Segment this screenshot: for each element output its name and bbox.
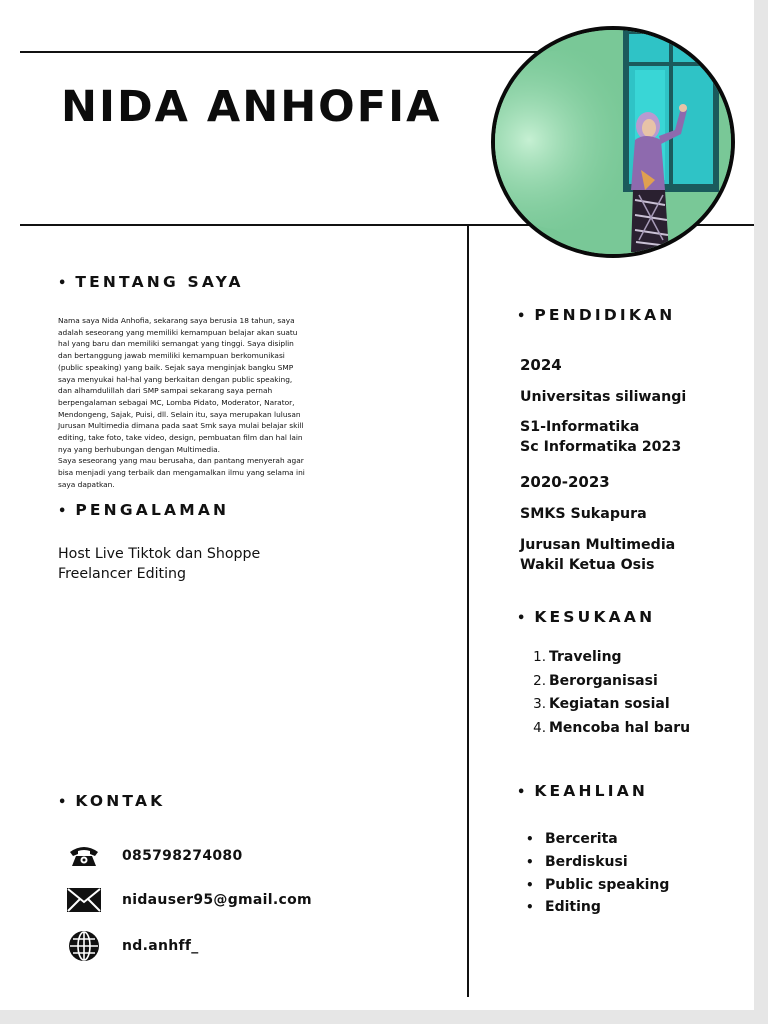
experience-heading-text: PENGALAMAN: [75, 501, 230, 519]
list-number: 1.: [533, 649, 546, 665]
skills-heading: [517, 782, 648, 800]
list-item: [526, 693, 690, 717]
education-school: Universitas siliwangi: [520, 389, 687, 405]
bullet-icon: •: [58, 795, 67, 810]
education-detail: Wakil Ketua Osis: [520, 557, 655, 573]
hobby-label: Kegiatan sosial: [549, 696, 670, 712]
education-detail: Sc Informatika 2023: [520, 439, 682, 455]
skills-list: [526, 828, 669, 919]
list-item: [526, 874, 669, 897]
list-item: [526, 828, 669, 851]
experience-item: Host Live Tiktok dan Shoppe: [58, 546, 261, 562]
about-paragraph: Nama saya Nida Anhofia, sekarang saya berusia 18 tahun, saya adalah seseorang yang memiliki kemampuan belajar akan suatu hal yang baru dan memiliki semangat yang tinggi. Saya disiplin dan bertanggung jawab memiliki kemampuan berkomunikasi (public speaking) yang baik. Sejak saya menginjak bangku SMP saya menyukai hal-hal yang berkaitan dengan public speaking, dan alhamdulillah dari SMP sampai sekarang saya pernah berpengalaman sebagai MC, Lomba Pidato, Moderator, Narator, Mendongeng, Sajak, Puisi, dll. Selain itu, saya merupakan lulusan Jurusan Multimedia dimana pada saat Smk saya mulai belajar skill editing, take foto, take video, design, pembuatan film dan hal lain nya yang berhubungan dengan Multimedia.: [58, 316, 304, 454]
list-number: 2.: [533, 672, 546, 689]
mail-icon: [66, 884, 102, 916]
bullet-icon: •: [526, 854, 534, 869]
skill-label: Public speaking: [545, 876, 670, 893]
bullet-icon: •: [517, 611, 526, 626]
education-school: SMKS Sukapura: [520, 506, 647, 522]
education-year: 2020-2023: [520, 473, 610, 491]
bullet-icon: •: [58, 504, 67, 519]
education-heading: [517, 306, 675, 324]
bullet-icon: •: [526, 900, 534, 915]
education-detail: Jurusan Multimedia: [520, 537, 676, 553]
about-paragraph: Saya seseorang yang mau berusaha, dan pantang menyerah agar bisa menjadi yang terbaik dan mengamalkan ilmu yang selama ini saya dapatkan.: [58, 456, 305, 489]
profile-photo: [491, 26, 735, 258]
skills-heading-text: KEAHLIAN: [534, 782, 649, 800]
hobbies-list: [526, 646, 690, 740]
bullet-icon: •: [517, 309, 526, 324]
contact-heading-text: KONTAK: [75, 792, 166, 810]
education-details: [520, 535, 675, 575]
social-handle: nd.anhff_: [122, 938, 199, 954]
skill-label: Bercerita: [545, 831, 618, 847]
list-number: 4.: [533, 719, 546, 736]
education-detail: S1-Informatika: [520, 419, 640, 435]
list-item: [526, 646, 690, 670]
globe-icon: [66, 930, 102, 962]
list-item: [526, 670, 690, 694]
hobby-label: Traveling: [549, 649, 622, 665]
experience-list: [58, 544, 260, 584]
bullet-icon: •: [526, 832, 534, 846]
contact-social[interactable]: [66, 930, 199, 962]
phone-icon: [66, 840, 102, 872]
hobbies-heading: [517, 608, 655, 626]
list-number: 3.: [533, 696, 546, 712]
list-item: [526, 851, 669, 874]
hobbies-heading-text: KESUKAAN: [534, 608, 656, 626]
column-divider: [467, 225, 469, 997]
about-heading: [58, 273, 244, 291]
contact-email[interactable]: [66, 884, 312, 916]
skill-label: Berdiskusi: [545, 853, 628, 870]
phone-number: 085798274080: [122, 848, 243, 864]
experience-heading: [58, 501, 229, 519]
top-rule: [20, 51, 540, 53]
bullet-icon: •: [526, 877, 534, 892]
bullet-icon: •: [58, 276, 67, 291]
contact-phone[interactable]: [66, 840, 243, 872]
about-text: [58, 315, 308, 491]
skill-label: Editing: [545, 899, 601, 916]
education-year: 2024: [520, 356, 562, 374]
list-item: [526, 896, 669, 919]
email-address: nidauser95@gmail.com: [122, 892, 312, 908]
list-item: [526, 717, 690, 741]
hobby-label: Berorganisasi: [549, 672, 658, 689]
profile-photo-illustration: [495, 30, 731, 254]
experience-item: Freelancer Editing: [58, 566, 187, 582]
contact-heading: [58, 792, 165, 810]
hobby-label: Mencoba hal baru: [549, 719, 691, 736]
full-name: NIDA ANHOFIA: [61, 82, 442, 132]
about-heading-text: TENTANG SAYA: [75, 273, 244, 291]
education-details: [520, 417, 681, 457]
bullet-icon: •: [517, 785, 526, 800]
education-heading-text: PENDIDIKAN: [534, 306, 676, 324]
